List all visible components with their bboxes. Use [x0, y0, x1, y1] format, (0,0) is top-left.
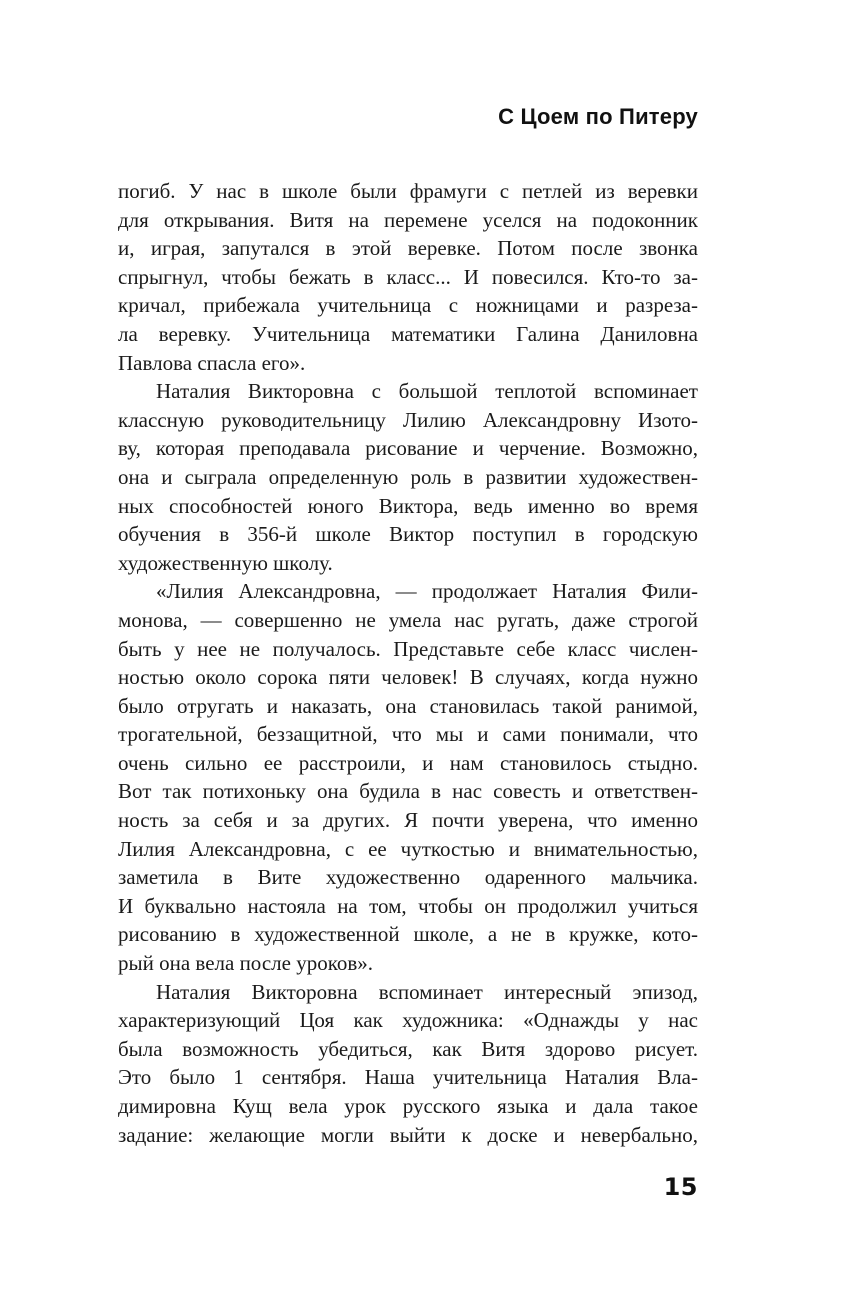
- text-line: Это было 1 сентября. Наша учительница Наталия Вла-: [118, 1065, 698, 1090]
- text-line: Наталия Викторовна вспоминает интересный эпизод,: [156, 979, 698, 1004]
- text-line: рисованию в художественной школе, а не в кружке, кото-: [118, 922, 698, 947]
- text-line: быть у нее не получалось. Представьте себе класс числен-: [118, 636, 698, 661]
- text-line: монова, — совершенно не умела нас ругать, даже строгой: [118, 607, 698, 632]
- body-text: [118, 177, 698, 1149]
- text-line: художественную школу.: [118, 550, 333, 575]
- text-line: она и сыграла определенную роль в развитии художествен-: [118, 464, 698, 489]
- text-line: погиб. У нас в школе были фрамуги с петлей из веревки: [118, 179, 698, 203]
- page-number: 15: [663, 1173, 698, 1201]
- text-line: рый она вела после уроков».: [118, 951, 374, 976]
- text-line: классную руководительницу Лилию Александровну Изото-: [118, 407, 698, 432]
- running-header-title: С Цоем по Питеру: [498, 104, 698, 129]
- text-line: «Лилия Александровна, — продолжает Наталия Фили-: [156, 579, 698, 604]
- text-line: ла веревку. Учительница математики Галина Даниловна: [118, 321, 698, 346]
- text-line: и, играя, запутался в этой веревке. Потом после звонка: [118, 236, 698, 261]
- text-line: Наталия Викторовна с большой теплотой вспоминает: [156, 379, 698, 404]
- text-line: задание: желающие могли выйти к доске и невербально,: [118, 1122, 698, 1147]
- text-line: очень сильно ее расстроили, и нам становилось стыдно.: [118, 750, 698, 775]
- text-line: было отругать и наказать, она становилась такой ранимой,: [118, 693, 698, 718]
- text-line: И буквально настояла на том, чтобы он продолжил учиться: [118, 893, 698, 918]
- text-line: Лилия Александровна, с ее чуткостью и внимательностью,: [118, 836, 698, 861]
- text-line: Вот так потихоньку она будила в нас совесть и ответствен-: [118, 779, 698, 804]
- text-line: обучения в 356-й школе Виктор поступил в городскую: [118, 522, 698, 547]
- text-line: для открывания. Витя на перемене уселся на подоконник: [118, 207, 698, 232]
- text-line: заметила в Вите художественно одаренного мальчика.: [118, 865, 698, 890]
- text-line: димировна Кущ вела урок русского языка и дала такое: [118, 1094, 698, 1118]
- text-line: кричал, прибежала учительница с ножницами и разреза-: [118, 293, 698, 318]
- text-line: Павлова спасла его».: [118, 350, 306, 375]
- text-line: ностью около сорока пяти человек! В случаях, когда нужно: [118, 665, 698, 690]
- text-line: характеризующий Цоя как художника: «Однажды у нас: [118, 1008, 698, 1033]
- text-line: ных способностей юного Виктора, ведь именно во время: [118, 493, 698, 518]
- text-line: была возможность убедиться, как Витя здорово рисует.: [118, 1036, 698, 1061]
- text-line: ву, которая преподавала рисование и черчение. Возможно,: [118, 436, 698, 461]
- text-line: спрыгнул, чтобы бежать в класс... И повесился. Кто-то за-: [118, 264, 698, 289]
- text-line: ность за себя и за других. Я почти уверена, что именно: [118, 808, 698, 833]
- text-line: трогательной, беззащитной, что мы и сами понимали, что: [118, 722, 698, 747]
